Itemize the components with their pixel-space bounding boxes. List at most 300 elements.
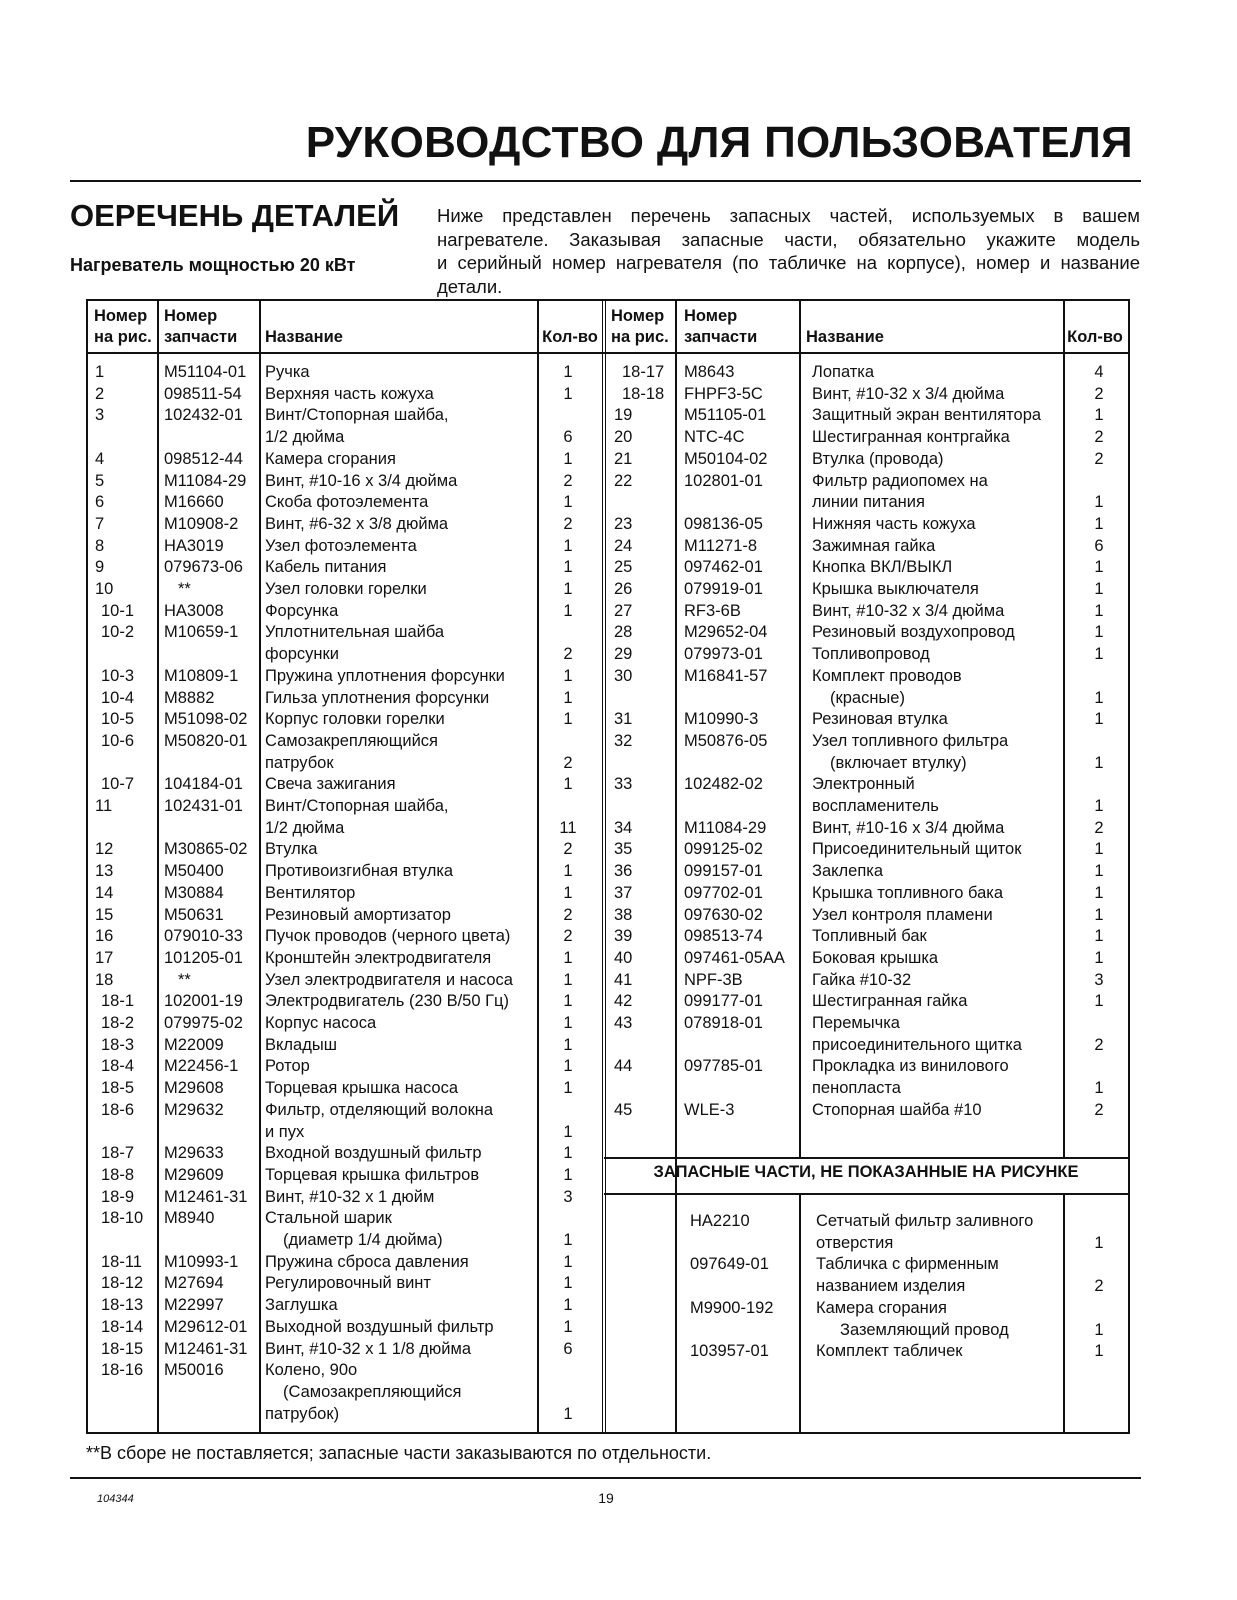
part-number-cell: 097649-01: [690, 1255, 769, 1274]
name-cell: (диаметр 1/4 дюйма): [283, 1231, 443, 1249]
document-title: РУКОВОДСТВО ДЛЯ ПОЛЬЗОВАТЕЛЯ: [305, 118, 1133, 167]
part-number-cell: HA3008: [164, 601, 224, 620]
fig-number-cell: 18-13: [101, 1296, 144, 1315]
qty-cell: 1: [563, 558, 573, 577]
name-cell: форсунки: [265, 645, 339, 664]
parts-table: [86, 299, 1130, 1434]
qty-cell: 1: [1094, 1320, 1104, 1339]
name-cell: Винт, #10-32 x 3/4 дюйма: [812, 601, 1005, 620]
column-rule: [799, 301, 801, 1157]
fig-number-cell: 19: [614, 406, 633, 425]
part-number-cell: 097630-02: [684, 905, 763, 924]
part-number-cell: 079673-06: [164, 558, 243, 577]
qty-cell: 1: [563, 363, 573, 381]
part-number-cell: 104184-01: [164, 775, 243, 794]
name-cell: 1/2 дюйма: [265, 428, 345, 447]
name-cell: Узел головки горелки: [265, 580, 427, 598]
column-rule: [605, 301, 607, 1432]
name-cell: Винт, #10-16 x 3/4 дюйма: [812, 818, 1005, 837]
part-number-cell: M30884: [164, 883, 224, 902]
fig-number-cell: 18-17: [622, 363, 665, 381]
fig-number-cell: 18-15: [101, 1339, 144, 1358]
intro-line: и серийный номер нагревателя (по табличке на корпусе), номер и название: [437, 252, 1140, 273]
name-cell: Заземляющий провод: [840, 1320, 1009, 1339]
part-number-cell: M51098-02: [164, 710, 248, 729]
qty-cell: 1: [563, 1035, 573, 1054]
name-cell: Фильтр радиопомех на: [812, 471, 988, 490]
qty-cell: 1: [563, 862, 573, 881]
part-number-cell: 097462-01: [684, 558, 763, 577]
name-cell: Сетчатый фильтр заливного: [816, 1212, 1034, 1230]
part-number-cell: M22997: [164, 1296, 224, 1315]
fig-number-cell: 35: [614, 840, 633, 859]
fig-number-cell: 31: [614, 710, 633, 729]
qty-cell: 1: [1094, 601, 1104, 620]
qty-cell: 1: [1094, 905, 1104, 924]
fig-number-cell: 26: [614, 580, 633, 598]
name-cell: Нижняя часть кожуха: [812, 514, 976, 533]
fig-number-cell: 23: [614, 514, 633, 533]
name-cell: Скоба фотоэлемента: [265, 493, 429, 512]
part-number-cell: M22456-1: [164, 1057, 239, 1076]
qty-cell: 1: [1094, 688, 1104, 707]
name-cell: Гайка #10-32: [812, 970, 912, 989]
qty-cell: 6: [563, 428, 573, 447]
fig-number-cell: 38: [614, 905, 633, 924]
part-number-cell: 098512-44: [164, 449, 243, 468]
name-cell: Винт/Стопорная шайба,: [265, 406, 449, 425]
fig-number-cell: 15: [95, 905, 114, 924]
fig-number-cell: 1: [95, 363, 105, 381]
name-cell: Узел фотоэлемента: [265, 536, 417, 555]
name-cell: Кнопка ВКЛ/ВЫКЛ: [812, 558, 953, 577]
qty-cell: 1: [1094, 1233, 1104, 1252]
qty-cell: 1: [563, 1274, 573, 1293]
part-number-cell: M12461-31: [164, 1339, 248, 1358]
qty-cell: 2: [563, 645, 573, 664]
name-cell: Выходной воздушный фильтр: [265, 1317, 494, 1336]
qty-cell: 1: [1094, 623, 1104, 642]
name-cell: Корпус головки горелки: [265, 710, 445, 729]
name-cell: Пучок проводов (черного цвета): [265, 927, 511, 946]
name-cell: Защитный экран вентилятора: [812, 406, 1042, 425]
qty-cell: 1: [1094, 406, 1104, 425]
qty-cell: 2: [1094, 818, 1104, 837]
part-number-cell: M50820-01: [164, 731, 248, 750]
name-cell: (Самозакрепляющийся: [283, 1382, 462, 1401]
part-number-cell: M50016: [164, 1361, 224, 1380]
part-number-cell: FHPF3-5C: [684, 384, 763, 403]
header-qty: Кол-во: [1067, 328, 1123, 346]
part-number-cell: M51105-01: [684, 406, 767, 425]
fig-number-cell: 42: [614, 992, 633, 1011]
part-number-cell: M11271-8: [684, 536, 758, 555]
name-cell: Пружина уплотнения форсунки: [265, 666, 505, 685]
qty-cell: 6: [1094, 536, 1104, 555]
qty-cell: 1: [563, 948, 573, 967]
qty-cell: 1: [563, 1317, 573, 1336]
name-cell: Ротор: [265, 1057, 310, 1076]
fig-number-cell: 30: [614, 666, 633, 685]
part-number-cell: 079919-01: [684, 580, 763, 598]
fig-number-cell: 10-6: [101, 731, 135, 750]
fig-number-cell: 3: [95, 406, 105, 425]
fig-number-cell: 18-18: [622, 384, 665, 403]
column-rule: [602, 301, 604, 1432]
fig-number-cell: 12: [95, 840, 114, 859]
part-number-cell: NTC-4C: [684, 428, 745, 447]
qty-cell: 2: [1094, 1100, 1104, 1119]
name-cell: Резиновый амортизатор: [265, 905, 451, 924]
qty-cell: 1: [1094, 797, 1104, 815]
part-number-cell: 101205-01: [164, 948, 243, 967]
part-number-cell: M29633: [164, 1144, 224, 1163]
name-cell: Самозакрепляющийся: [265, 731, 438, 750]
fig-number-cell: 21: [614, 449, 633, 468]
qty-cell: 1: [1094, 862, 1104, 881]
header-part-number: Номер: [164, 307, 218, 325]
fig-number-cell: 10-3: [101, 666, 135, 685]
part-number-cell: M8643: [684, 363, 735, 381]
column-rule: [259, 301, 261, 1432]
name-cell: Электродвигатель (230 В/50 Гц): [265, 992, 509, 1011]
name-cell: Зажимная гайка: [812, 536, 936, 555]
name-cell: Вкладыш: [265, 1035, 337, 1054]
part-number-cell: 102432-01: [164, 406, 243, 425]
part-number-cell: M22009: [164, 1035, 224, 1054]
qty-cell: 1: [1094, 1079, 1104, 1098]
fig-number-cell: 18-8: [101, 1165, 135, 1184]
fig-number-cell: 18-9: [101, 1187, 135, 1206]
name-cell: Корпус насоса: [265, 1014, 377, 1032]
part-number-cell: 078918-01: [684, 1014, 763, 1032]
qty-cell: 2: [1094, 1035, 1104, 1054]
fig-number-cell: 39: [614, 927, 633, 946]
part-number-cell: 098513-74: [684, 927, 763, 946]
fig-number-cell: 44: [614, 1057, 633, 1076]
part-number-cell: M27694: [164, 1274, 224, 1293]
name-cell: Противоизгибная втулка: [265, 862, 454, 881]
part-number-cell: M16660: [164, 493, 224, 512]
part-number-cell: 102801-01: [684, 471, 763, 490]
part-number-cell: M10990-3: [684, 710, 759, 729]
qty-cell: 1: [563, 883, 573, 902]
column-rule: [675, 301, 677, 1432]
fig-number-cell: 18: [95, 970, 114, 989]
qty-cell: 1: [1094, 493, 1104, 512]
qty-cell: 1: [563, 1231, 573, 1249]
part-number-cell: M10993-1: [164, 1252, 239, 1271]
qty-cell: 1: [563, 1404, 573, 1423]
name-cell: Заклепка: [812, 862, 884, 881]
name-cell: присоединительного щитка: [812, 1035, 1022, 1054]
name-cell: Кабель питания: [265, 558, 387, 577]
name-cell: Прокладка из винилового: [812, 1057, 1009, 1076]
column-rule: [537, 301, 539, 1432]
part-number-cell: 079010-33: [164, 927, 243, 946]
column-rule: [157, 301, 159, 1432]
column-rule: [1063, 1193, 1065, 1432]
part-number-cell: 099177-01: [684, 992, 763, 1011]
fig-number-cell: 18-16: [101, 1361, 144, 1380]
qty-cell: 1: [563, 493, 573, 512]
part-number-cell: M29632: [164, 1100, 224, 1119]
qty-cell: 1: [563, 666, 573, 685]
row-rule: [604, 1157, 1128, 1159]
qty-cell: 11: [559, 818, 577, 837]
name-cell: (красные): [830, 688, 905, 707]
intro-line: нагревателе. Заказывая запасные части, обязательно укажите модель: [437, 228, 1140, 250]
part-number-cell: M10659-1: [164, 623, 239, 642]
name-cell: пенопласта: [812, 1079, 901, 1098]
part-number-cell: M12461-31: [164, 1187, 248, 1206]
name-cell: (включает втулку): [830, 753, 967, 772]
fig-number-cell: 41: [614, 970, 633, 989]
fig-number-cell: 10-2: [101, 623, 135, 642]
part-number-cell: 102431-01: [164, 797, 243, 815]
qty-cell: 1: [1094, 580, 1104, 598]
name-cell: Винт, #6-32 x 3/8 дюйма: [265, 514, 449, 533]
fig-number-cell: 27: [614, 601, 633, 620]
part-number-cell: M8882: [164, 688, 215, 707]
part-number-cell: 102001-19: [164, 992, 243, 1011]
part-number-cell: M50631: [164, 905, 224, 924]
qty-cell: 3: [1094, 970, 1104, 989]
name-cell: Уплотнительная шайба: [265, 623, 445, 642]
qty-cell: 2: [1094, 449, 1104, 468]
name-cell: Заглушка: [265, 1296, 338, 1315]
fig-number-cell: 16: [95, 927, 114, 946]
fig-number-cell: 18-11: [101, 1252, 142, 1271]
document-code: 104344: [97, 1493, 134, 1505]
name-cell: Шестигранная контргайка: [812, 428, 1010, 447]
part-number-cell: M29609: [164, 1165, 224, 1184]
title-divider: [70, 180, 1141, 182]
header-fig-number: на рис.: [611, 328, 669, 346]
name-cell: Шестигранная гайка: [812, 992, 968, 1011]
part-number-cell: 079975-02: [164, 1014, 243, 1032]
fig-number-cell: 10-5: [101, 710, 135, 729]
fig-number-cell: 22: [614, 471, 633, 490]
part-number-cell: M29652-04: [684, 623, 768, 642]
name-cell: Регулировочный винт: [265, 1274, 431, 1293]
section-subtitle: Нагреватель мощностью 20 кВт: [70, 255, 356, 275]
part-number-cell: 097785-01: [684, 1057, 763, 1076]
name-cell: патрубок: [265, 753, 334, 772]
qty-cell: 2: [563, 753, 573, 772]
part-number-cell: M10908-2: [164, 514, 239, 533]
part-number-cell: 079973-01: [684, 645, 763, 664]
fig-number-cell: 10: [95, 580, 114, 598]
qty-cell: 1: [1094, 753, 1104, 772]
fig-number-cell: 5: [95, 471, 105, 490]
qty-cell: 1: [1094, 948, 1104, 967]
fig-number-cell: 18-3: [101, 1035, 135, 1054]
part-number-cell: M29612-01: [164, 1317, 248, 1336]
qty-cell: 1: [563, 1144, 573, 1163]
qty-cell: 1: [563, 536, 573, 555]
name-cell: названием изделия: [816, 1277, 966, 1296]
part-number-cell: 099157-01: [684, 862, 763, 881]
qty-cell: 1: [1094, 710, 1104, 729]
qty-cell: 2: [563, 514, 573, 533]
header-name: Название: [806, 328, 884, 346]
qty-cell: 1: [563, 601, 573, 620]
fig-number-cell: 40: [614, 948, 633, 967]
header-qty: Кол-во: [542, 328, 598, 346]
name-cell: Комплект табличек: [816, 1342, 963, 1361]
part-number-cell: HA2210: [690, 1212, 750, 1230]
name-cell: Входной воздушный фильтр: [265, 1144, 482, 1163]
part-number-cell: M8940: [164, 1209, 215, 1228]
header-part-number: запчасти: [684, 328, 758, 346]
name-cell: Узел топливного фильтра: [812, 731, 1009, 750]
name-cell: Винт/Стопорная шайба,: [265, 797, 449, 815]
fig-number-cell: 20: [614, 428, 633, 447]
intro-paragraph: [437, 204, 1140, 298]
part-number-cell: 103957-01: [690, 1342, 769, 1361]
name-cell: Кронштейн электродвигателя: [265, 948, 492, 967]
qty-cell: 2: [563, 840, 573, 859]
fig-number-cell: 10-1: [101, 601, 135, 620]
fig-number-cell: 28: [614, 623, 633, 642]
row-rule: [604, 1193, 1128, 1195]
name-cell: Стопорная шайба #10: [812, 1100, 982, 1119]
qty-cell: 1: [1094, 514, 1104, 533]
fig-number-cell: 11: [95, 797, 113, 815]
qty-cell: 1: [563, 1296, 573, 1315]
qty-cell: 1: [563, 970, 573, 989]
fig-number-cell: 2: [95, 384, 105, 403]
name-cell: Винт, #10-32 x 3/4 дюйма: [812, 384, 1005, 403]
header-name: Название: [265, 328, 343, 346]
qty-cell: 1: [563, 449, 573, 468]
fig-number-cell: 10-4: [101, 688, 135, 707]
name-cell: Стальной шарик: [265, 1209, 392, 1228]
fig-number-cell: 32: [614, 731, 633, 750]
fig-number-cell: 34: [614, 818, 633, 837]
fig-number-cell: 18-2: [101, 1014, 135, 1032]
name-cell: Камера сгорания: [265, 449, 396, 468]
fig-number-cell: 7: [95, 514, 105, 533]
name-cell: Крышка топливного бака: [812, 883, 1004, 902]
part-number-cell: M29608: [164, 1079, 224, 1098]
qty-cell: 1: [563, 1079, 573, 1098]
name-cell: Пружина сброса давления: [265, 1252, 469, 1271]
fig-number-cell: 18-5: [101, 1079, 135, 1098]
name-cell: Боковая крышка: [812, 948, 939, 967]
part-number-cell: M50400: [164, 862, 224, 881]
qty-cell: 1: [563, 710, 573, 729]
name-cell: Верхняя часть кожуха: [265, 384, 434, 403]
column-rule: [799, 1193, 801, 1432]
name-cell: Топливопровод: [812, 645, 930, 664]
name-cell: Лопатка: [812, 363, 875, 381]
part-number-cell: M11084-29: [164, 471, 247, 490]
part-number-cell: M10809-1: [164, 666, 239, 685]
qty-cell: 1: [1094, 1342, 1104, 1361]
qty-cell: 1: [1094, 645, 1104, 664]
fig-number-cell: 18-12: [101, 1274, 144, 1293]
section-title: ОЕРЕЧЕНЬ ДЕТАЛЕЙ: [70, 198, 400, 233]
name-cell: 1/2 дюйма: [265, 818, 345, 837]
qty-cell: 1: [563, 775, 573, 794]
header-part-number: запчасти: [164, 328, 238, 346]
name-cell: Торцевая крышка фильтров: [265, 1165, 480, 1184]
qty-cell: 6: [563, 1339, 573, 1358]
name-cell: Винт, #10-32 x 1 дюйм: [265, 1187, 435, 1206]
fig-number-cell: 36: [614, 862, 633, 881]
fig-number-cell: 17: [95, 948, 114, 967]
qty-cell: 1: [1094, 840, 1104, 859]
name-cell: Присоединительный щиток: [812, 840, 1022, 859]
part-number-cell: M16841-57: [684, 666, 768, 685]
part-number-cell: 102482-02: [684, 775, 763, 794]
qty-cell: 1: [563, 580, 573, 598]
fig-number-cell: 33: [614, 775, 633, 794]
qty-cell: 2: [563, 471, 573, 490]
fig-number-cell: 18-6: [101, 1100, 135, 1119]
fig-number-cell: 13: [95, 862, 114, 881]
column-rule: [1063, 301, 1065, 1157]
fig-number-cell: 43: [614, 1014, 633, 1032]
name-cell: Ручка: [265, 363, 310, 381]
fig-number-cell: 45: [614, 1100, 633, 1119]
qty-cell: 2: [1094, 428, 1104, 447]
qty-cell: 1: [563, 1122, 573, 1141]
name-cell: Гильза уплотнения форсунки: [265, 688, 490, 707]
part-number-cell: M9900-192: [690, 1298, 774, 1317]
extra-parts-title: ЗАПАСНЫЕ ЧАСТИ, НЕ ПОКАЗАННЫЕ НА РИСУНКЕ: [653, 1163, 1079, 1181]
qty-cell: 1: [1094, 883, 1104, 902]
qty-cell: 2: [563, 905, 573, 924]
qty-cell: 1: [563, 1014, 573, 1032]
part-number-cell: 098136-05: [684, 514, 763, 533]
qty-cell: 1: [563, 1057, 573, 1076]
name-cell: Комплект проводов: [812, 666, 962, 685]
name-cell: Электронный: [812, 775, 915, 794]
part-number-cell: 098511-54: [164, 384, 242, 403]
part-number-cell: M51104-01: [164, 363, 247, 381]
header-fig-number: Номер: [94, 307, 148, 325]
part-number-cell: 097461-05AA: [684, 948, 785, 967]
name-cell: Резиновая втулка: [812, 710, 948, 729]
fig-number-cell: 8: [95, 536, 105, 555]
name-cell: Втулка (провода): [812, 449, 944, 468]
qty-cell: 2: [1094, 384, 1104, 403]
name-cell: Форсунка: [265, 601, 339, 620]
name-cell: Винт, #10-32 x 1 1/8 дюйма: [265, 1339, 472, 1358]
footer-divider: [70, 1477, 1141, 1479]
fig-number-cell: 29: [614, 645, 633, 664]
qty-cell: 4: [1094, 363, 1104, 381]
name-cell: Колено, 90о: [265, 1361, 358, 1380]
fig-number-cell: 18-10: [101, 1209, 144, 1228]
part-number-cell: 099125-02: [684, 840, 763, 859]
part-number-cell: M11084-29: [684, 818, 767, 837]
name-cell: воспламенитель: [812, 797, 939, 815]
name-cell: Узел электродвигателя и насоса: [265, 970, 513, 989]
page-number: 19: [598, 1490, 614, 1506]
qty-cell: 1: [1094, 992, 1104, 1011]
part-number-cell: M50876-05: [684, 731, 768, 750]
name-cell: Фильтр, отделяющий волокна: [265, 1100, 494, 1119]
part-number-cell: NPF-3B: [684, 970, 743, 989]
fig-number-cell: 18-7: [101, 1144, 135, 1163]
qty-cell: 2: [563, 927, 573, 946]
name-cell: Узел контроля пламени: [812, 905, 993, 924]
name-cell: Резиновый воздухопровод: [812, 623, 1015, 642]
